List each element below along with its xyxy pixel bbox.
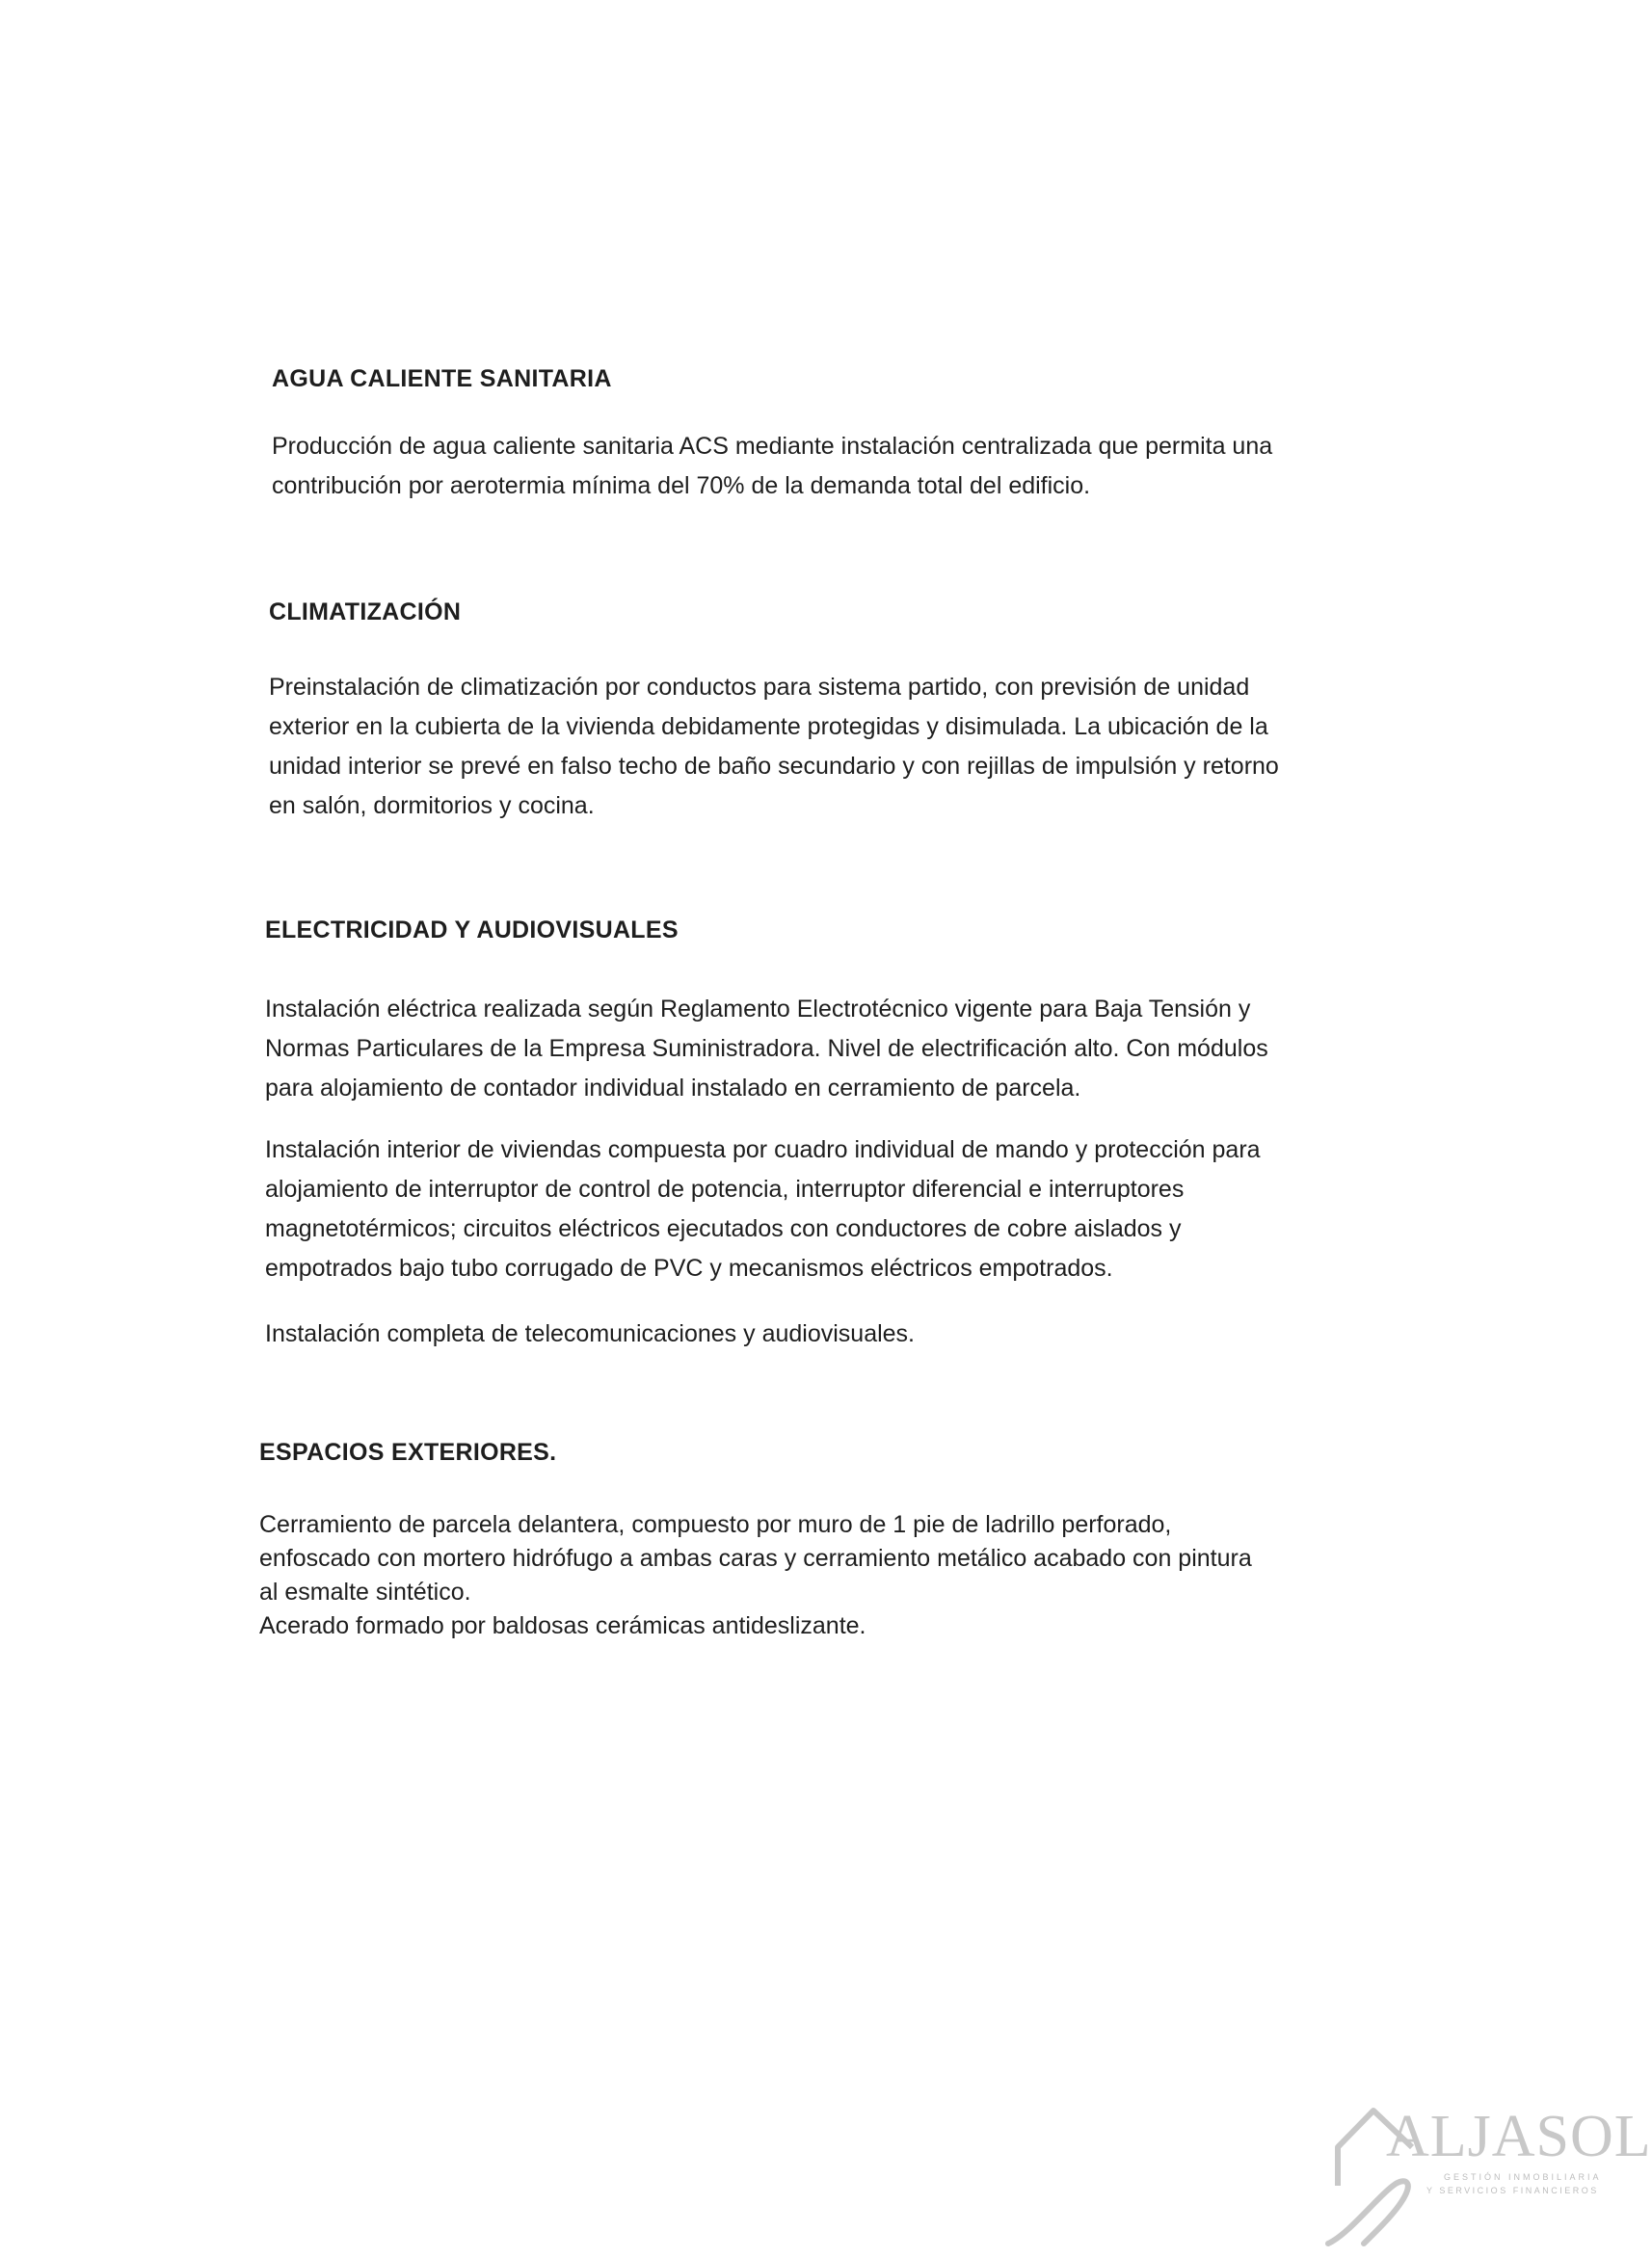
text-line: Normas Particulares de la Empresa Suministradora. Nivel de electrificación alto. Con módulos bbox=[265, 1035, 1268, 1062]
text-line: Preinstalación de climatización por conductos para sistema partido, con previsión de unidad bbox=[269, 674, 1250, 701]
heading-agua-caliente: AGUA CALIENTE SANITARIA bbox=[272, 365, 612, 392]
section-espacios-exteriores bbox=[259, 1438, 1252, 1643]
text-line: exterior en la cubierta de la vivienda debidamente protegidas y disimulada. La ubicación de la bbox=[269, 713, 1268, 740]
logo-tagline-1: GESTIÓN INMOBILIARIA bbox=[1444, 2172, 1602, 2182]
text-line: al esmalte sintético. bbox=[259, 1579, 471, 1606]
heading-electricidad: ELECTRICIDAD Y AUDIOVISUALES bbox=[265, 916, 679, 943]
paragraph-espacios-exteriores bbox=[259, 1508, 1252, 1643]
text-line: contribución por aerotermia mínima del 70% de la demanda total del edificio. bbox=[272, 472, 1091, 499]
logo-tagline-2: Y SERVICIOS FINANCIEROS bbox=[1426, 2186, 1599, 2195]
section-climatizacion bbox=[269, 598, 1279, 826]
paragraph-electricidad-2 bbox=[265, 1130, 1268, 1288]
section-electricidad bbox=[265, 916, 1268, 1354]
text-line: Instalación completa de telecomunicaciones y audiovisuales. bbox=[265, 1320, 915, 1347]
paragraph-agua-caliente bbox=[272, 427, 1272, 506]
paragraph-electricidad-3 bbox=[265, 1315, 1268, 1354]
text-line: alojamiento de interruptor de control de potencia, interruptor diferencial e interruptores bbox=[265, 1176, 1185, 1203]
heading-espacios-exteriores: ESPACIOS EXTERIORES. bbox=[259, 1439, 557, 1466]
text-line: magnetotérmicos; circuitos eléctricos ejecutados con conductores de cobre aislados y bbox=[265, 1215, 1182, 1242]
text-line: enfoscado con mortero hidrófugo a ambas caras y cerramiento metálico acabado con pintura bbox=[259, 1545, 1252, 1572]
text-line: para alojamiento de contador individual instalado en cerramiento de parcela. bbox=[265, 1075, 1081, 1102]
heading-climatizacion: CLIMATIZACIÓN bbox=[269, 598, 462, 625]
logo-name: ALJASOL bbox=[1386, 2104, 1652, 2169]
text-line: en salón, dormitorios y cocina. bbox=[269, 792, 595, 819]
aljasol-logo bbox=[1320, 2089, 1652, 2253]
text-line: empotrados bajo tubo corrugado de PVC y mecanismos eléctricos empotrados. bbox=[265, 1255, 1113, 1282]
section-agua-caliente bbox=[272, 364, 1272, 506]
paragraph-climatizacion bbox=[269, 668, 1279, 826]
text-line: Instalación interior de viviendas compuesta por cuadro individual de mando y protección para bbox=[265, 1136, 1261, 1163]
text-line: Acerado formado por baldosas cerámicas antideslizante. bbox=[259, 1612, 866, 1639]
text-line: Producción de agua caliente sanitaria ACS mediante instalación centralizada que permita una bbox=[272, 433, 1273, 460]
text-line: Cerramiento de parcela delantera, compuesto por muro de 1 pie de ladrillo perforado, bbox=[259, 1511, 1172, 1538]
text-line: Instalación eléctrica realizada según Reglamento Electrotécnico vigente para Baja Tensión y bbox=[265, 996, 1251, 1023]
paragraph-electricidad-1 bbox=[265, 990, 1268, 1108]
text-line: unidad interior se prevé en falso techo de baño secundario y con rejillas de impulsión y retorno bbox=[269, 753, 1279, 780]
